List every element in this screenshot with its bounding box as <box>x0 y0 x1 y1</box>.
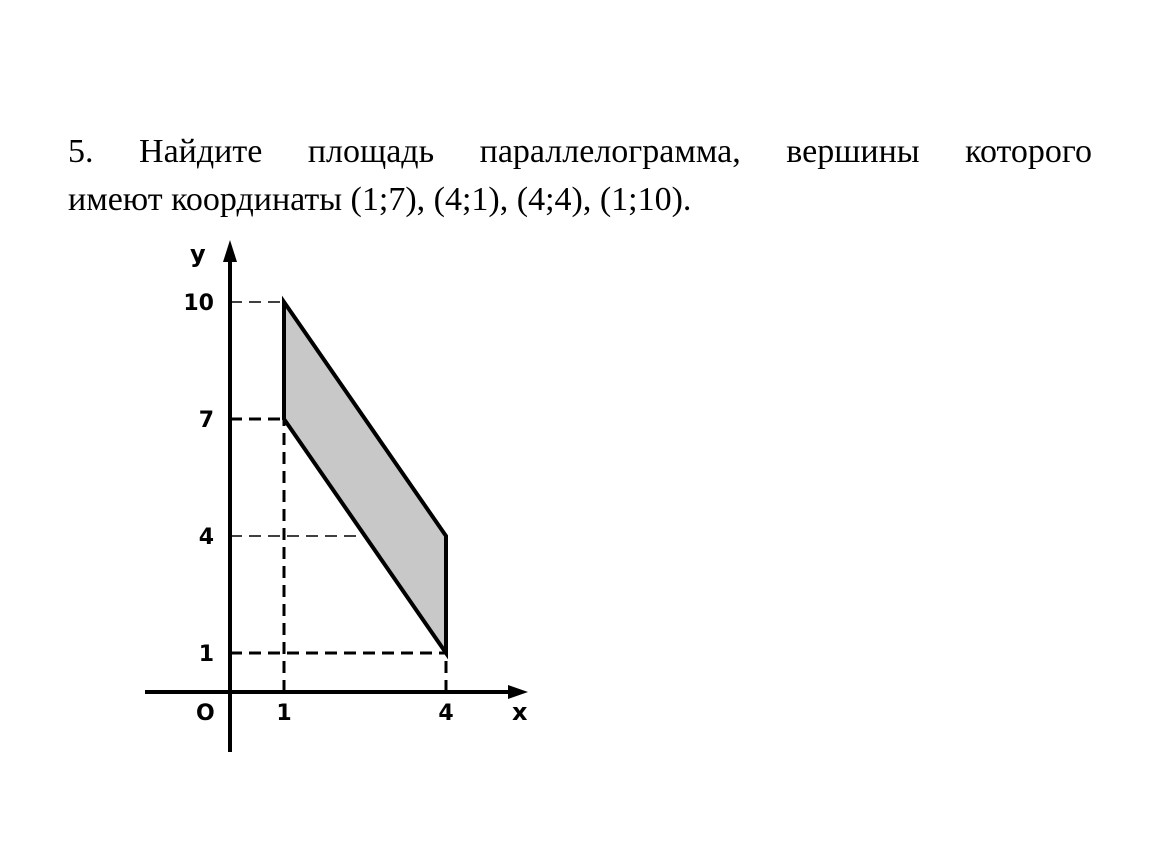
y-tick-label-10: 10 <box>183 291 214 316</box>
origin-label: O <box>196 701 215 726</box>
problem-line-1: 5. Найдите площадь параллелограмма, вершины которого <box>68 133 1092 170</box>
y-axis-label: y <box>190 240 206 268</box>
x-axis-arrow <box>508 685 528 699</box>
x-tick-labels <box>276 701 453 726</box>
problem-line-2: имеют координаты (1;7), (4;1), (4;4), (1;10). <box>68 181 692 218</box>
y-tick-labels <box>183 291 214 667</box>
y-axis-arrow <box>223 240 237 262</box>
x-tick-label-1: 1 <box>276 701 292 726</box>
y-tick-label-1: 1 <box>198 642 214 667</box>
y-tick-label-4: 4 <box>198 525 214 550</box>
y-tick-label-7: 7 <box>198 408 214 433</box>
x-axis-label: x <box>512 698 528 726</box>
x-tick-label-4: 4 <box>438 701 454 726</box>
parallelogram <box>284 302 446 653</box>
